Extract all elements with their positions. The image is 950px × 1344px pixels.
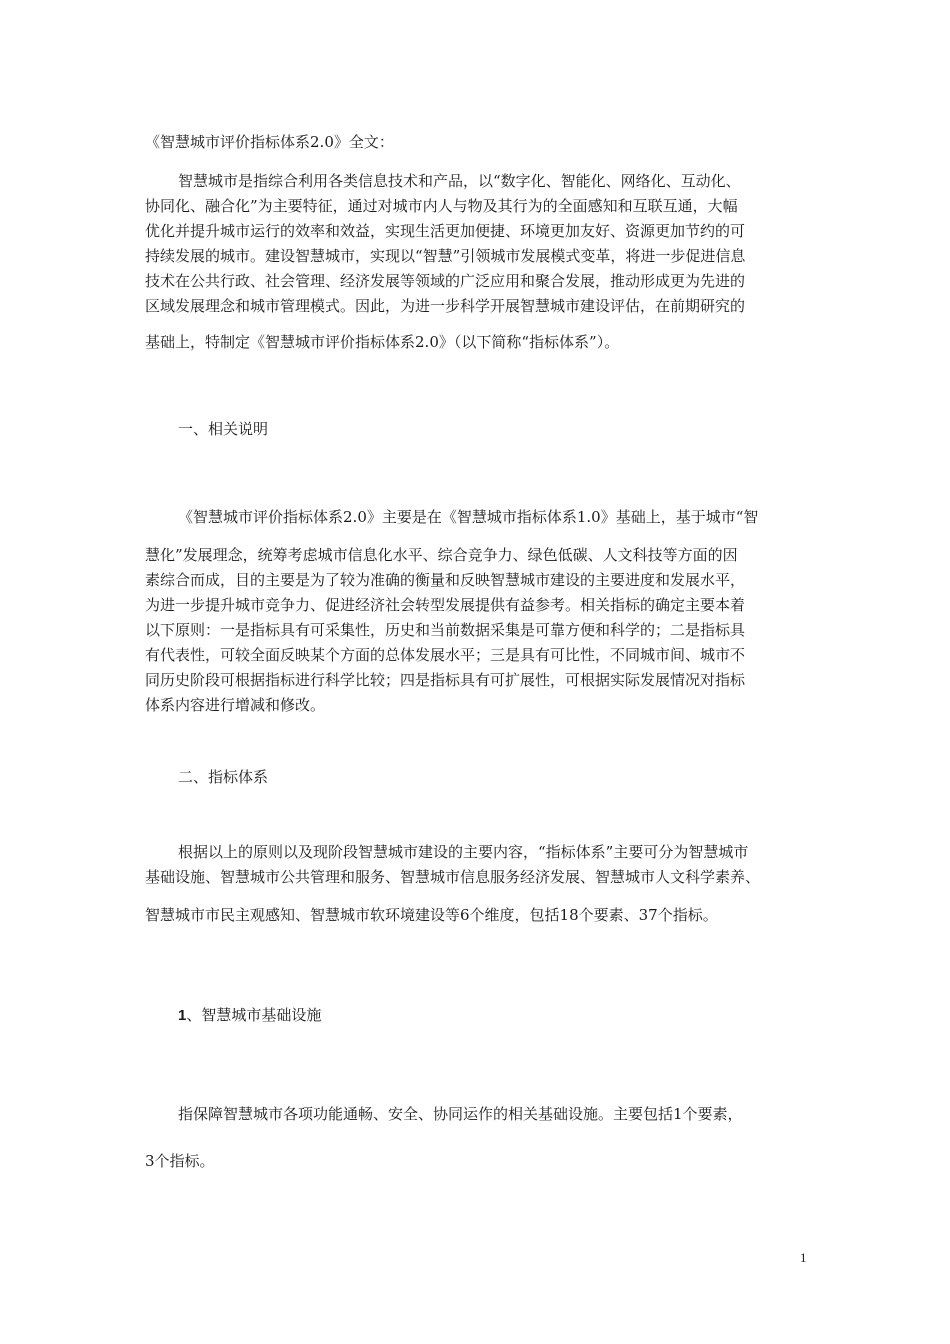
intro-line-2: 协同化、融合化”为主要特征，通过对城市内人与物及其行为的全面感知和互联互通，大幅 [145, 197, 738, 215]
section1-line-3: 素综合而成，目的主要是为了较为准确的衡量和反映智慧城市建设的主要进度和发展水平， [145, 571, 746, 589]
subsection1-line-1: 指保障智慧城市各项功能通畅、安全、协同运作的相关基础设施。主要包括1个要素， [178, 1105, 743, 1123]
section2-heading: 二、指标体系 [178, 768, 269, 786]
subsection1-title: 、智慧城市基础设施 [186, 1006, 322, 1024]
intro-line-4: 持续发展的城市。建设智慧城市，实现以“智慧”引领城市发展模式变革，将进一步促进信息 [145, 247, 746, 265]
section1-heading: 一、相关说明 [178, 420, 269, 438]
intro-line-5: 技术在公共行政、社会管理、经济发展等领域的广泛应用和聚合发展，推动形成更为先进的 [145, 272, 746, 290]
section1-line-4: 为进一步提升城市竞争力、促进经济社会转型发展提供有益参考。相关指标的确定主要本着 [145, 596, 746, 614]
intro-line-7: 基础上，特制定《智慧城市评价指标体系2.0》（以下简称“指标体系”）。 [145, 333, 620, 351]
section1-line-2: 慧化”发展理念，统筹考虑城市信息化水平、综合竞争力、绿色低碳、人文科技等方面的因 [145, 546, 738, 564]
intro-line-1: 智慧城市是指综合利用各类信息技术和产品，以“数字化、智能化、网络化、互动化、 [178, 172, 741, 190]
intro-line-3: 优化并提升城市运行的效率和效益，实现生活更加便捷、环境更加友好、资源更加节约的可 [145, 222, 746, 240]
subsection1-number: 1 [178, 1007, 187, 1024]
section1-line-1: 《智慧城市评价指标体系2.0》主要是在《智慧城市指标体系1.0》基础上，基于城市“智 [178, 508, 759, 526]
section2-line-1: 根据以上的原则以及现阶段智慧城市建设的主要内容，“指标体系”主要可分为智慧城市 [178, 843, 749, 861]
page-number: 1 [800, 1250, 807, 1265]
subsection1-line-2: 3个指标。 [145, 1152, 215, 1170]
section2-line-2: 基础设施、智慧城市公共管理和服务、智慧城市信息服务经济发展、智慧城市人文科学素养、 [145, 868, 761, 886]
section2-line-3: 智慧城市市民主观感知、智慧城市软环境建设等6个维度，包括18个要素、37个指标。 [145, 906, 718, 924]
section1-line-7: 同历史阶段可根据指标进行科学比较；四是指标具有可扩展性，可根据实际发展情况对指标 [145, 671, 746, 689]
section1-line-5: 以下原则：一是指标具有可采集性，历史和当前数据采集是可靠方便和科学的；二是指标具 [145, 621, 746, 639]
intro-line-6: 区域发展理念和城市管理模式。因此，为进一步科学开展智慧城市建设评估，在前期研究的 [145, 297, 746, 315]
document-title-line: 《智慧城市评价指标体系2.0》全文： [145, 133, 394, 151]
section1-line-8: 体系内容进行增减和修改。 [145, 696, 326, 714]
section1-line-6: 有代表性，可较全面反映某个方面的总体发展水平；三是具有可比性，不同城市间、城市不 [145, 646, 746, 664]
subsection1-heading [178, 1006, 321, 1025]
